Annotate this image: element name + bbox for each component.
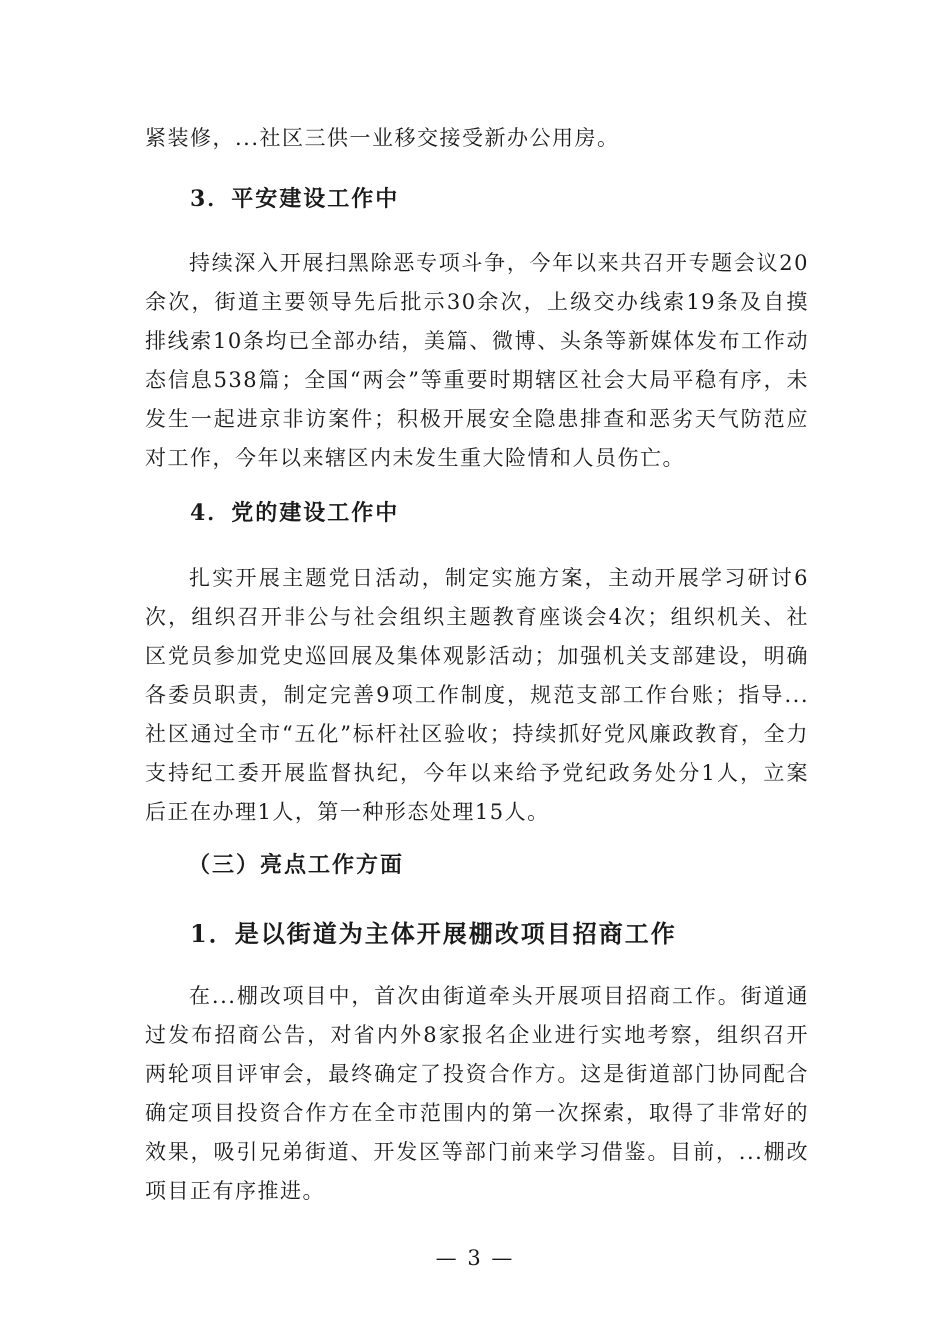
heading-party-construction: 4．党的建设工作中	[190, 500, 400, 526]
intro-paragraph: 紧装修，...社区三供一业移交接受新办公用房。	[145, 126, 620, 150]
safety-paragraph: 持续深入开展扫黑除恶专项斗争，今年以来共召开专题会议20余次，街道主要领导先后批示30余次，上级交办线索19条及自摸排线索10条均已全部办结，美篇、微博、头条等新媒体发布工作动态信息538篇；全国“两会”等重要时期辖区社会大局平稳有序，未发生一起进京非访案件；积极开展安全隐患排查和恶劣天气防范应对工作，今年以来辖区内未发生重大险情和人员伤亡。	[145, 251, 809, 470]
heading-investment-work: 1．是以街道为主体开展棚改项目招商工作	[190, 919, 677, 948]
heading-safety-construction: 3．平安建设工作中	[190, 186, 400, 212]
party-paragraph: 扎实开展主题党日活动，制定实施方案，主动开展学习研讨6次，组织召开非公与社会组织主题教育座谈会4次；组织机关、社区党员参加党史巡回展及集体观影活动；加强机关支部建设，明确各委员职责，制定完善9项工作制度，规范支部工作台账；指导...社区通过全市“五化”标杆社区验收；持续抓好党风廉政教育，全力支持纪工委开展监督执纪，今年以来给予党纪政务处分1人，立案后正在办理1人，第一种形态处理15人。	[145, 566, 809, 824]
page-number: — 3 —	[435, 1246, 515, 1270]
investment-paragraph: 在...棚改项目中，首次由街道牵头开展项目招商工作。街道通过发布招商公告，对省内外8家报名企业进行实地考察，组织召开两轮项目评审会，最终确定了投资合作方。这是街道部门协同配合确定项目投资合作方在全市范围内的第一次探索，取得了非常好的效果，吸引兄弟街道、开发区等部门前来学习借鉴。目前，...棚改项目正有序推进。	[145, 984, 809, 1203]
heading-highlights-section: （三）亮点工作方面	[188, 852, 405, 878]
